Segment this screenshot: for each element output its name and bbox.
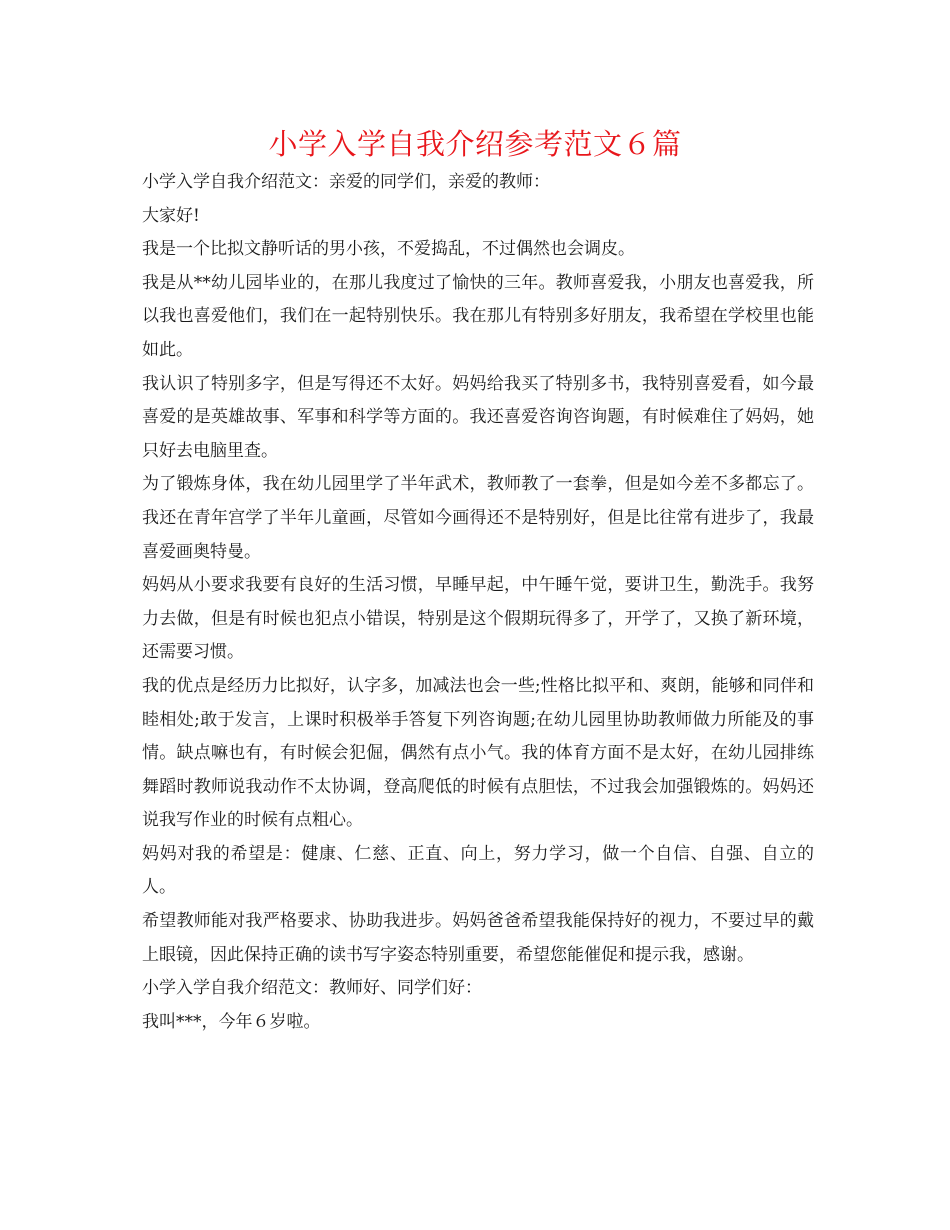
paragraph-exercise: 为了锻炼身体，我在幼儿园里学了半年武术，教师教了一套拳，但是如今差不多都忘了。我还在青年宫学了半年儿童画，尽管如今画得还不是特别好，但是比往常有进步了，我最喜爱画奥特曼。 — [142, 474, 814, 562]
paragraph-teacher-hopes: 希望教师能对我严格要求、协助我进步。妈妈爸爸希望我能保持好的视力，不要过早的戴上眼镜，因此保持正确的读书写字姿态特别重要，希望您能催促和提示我，感谢。 — [142, 911, 814, 965]
paragraph-kindergarten: 我是从**幼儿园毕业的，在那儿我度过了愉快的三年。教师喜爱我，小朋友也喜爱我，所以我也喜爱他们，我们在一起特别快乐。我在那儿有特别多好朋友，我希望在学校里也能如此。 — [142, 272, 814, 360]
paragraph-name-age: 我叫***，今年６岁啦。 — [142, 1011, 321, 1032]
paragraph-mother-hopes: 妈妈对我的希望是：健康、仁慈、正直、向上，努力学习，做一个自信、自强、自立的人。 — [142, 843, 814, 898]
paragraph-hello: 大家好! — [142, 205, 200, 226]
paragraph-reading: 我认识了特别多字，但是写得还不太好。妈妈给我买了特别多书，我特别喜爱看，如今最喜爱的是英雄故事、军事和科学等方面的。我还喜爱咨询咨询题，有时候难住了妈妈，她只好去电脑里查。 — [142, 373, 814, 461]
document-title: 小学入学自我介绍参考范文６篇 — [268, 127, 682, 161]
paragraph-habits: 妈妈从小要求我要有良好的生活习惯，早睡早起，中午睡午觉，要讲卫生，勤洗手。我努力去做，但是有时候也犯点小错误，特别是这个假期玩得多了，开学了，又换了新环境，还需要习惯。 — [142, 575, 814, 663]
paragraph-personality: 我是一个比拟文静听话的男小孩，不爱捣乱，不过偶然也会调皮。 — [142, 239, 635, 260]
paragraph-greeting-heading: 小学入学自我介绍范文：亲爱的同学们，亲爱的教师： — [142, 172, 550, 192]
paragraph-second-sample-heading: 小学入学自我介绍范文：教师好、同学们好： — [142, 978, 482, 999]
paragraph-strengths-weaknesses: 我的优点是经历力比拟好，认字多，加减法也会一些;性格比拟平和、爽朗，能够和同伴和睦相处;敢于发言，上课时积极举手答复下列咨询题;在幼儿园里协助教师做力所能及的事情。缺点嘛也有，有时候会犯倔，偶然有点小气。我的体育方面不是太好，在幼儿园排练舞蹈时教师说我动作不太协调，登高爬低的时候有点胆怯，不过我会加强锻炼的。妈妈还说我写作业的时候有点粗心。 — [142, 675, 814, 831]
document-body — [142, 166, 814, 1039]
